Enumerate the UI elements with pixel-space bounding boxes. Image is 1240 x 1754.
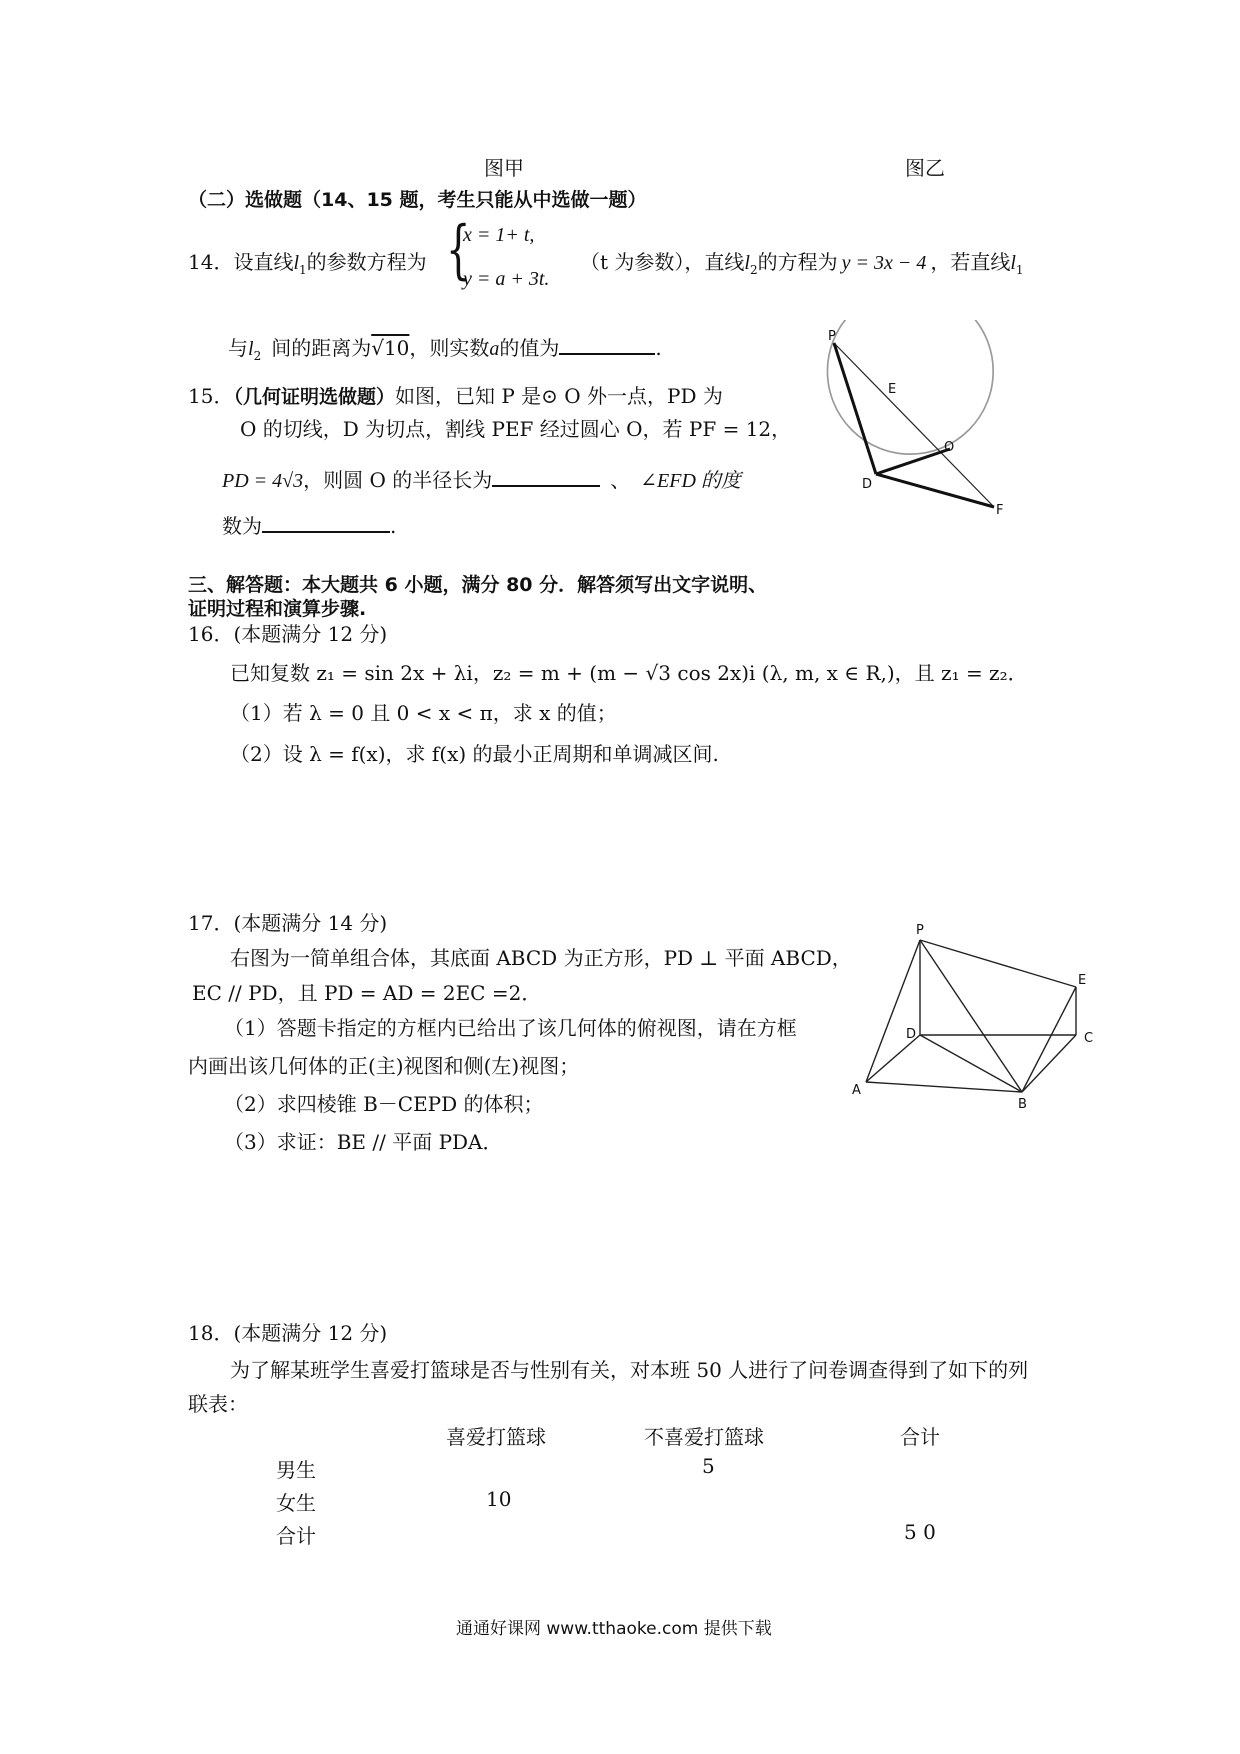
figure-caption-b: 图乙	[905, 156, 945, 180]
label-b: B	[1018, 1097, 1027, 1112]
q14-sub: 2	[253, 349, 262, 363]
edge-pb	[920, 940, 1022, 1092]
q17-solid-figure	[848, 918, 1108, 1118]
q15-text: 、	[610, 468, 631, 492]
label-e: E	[1078, 973, 1087, 988]
table-header-like: 喜爱打篮球	[446, 1425, 546, 1449]
q14-line2	[228, 332, 662, 363]
label-d: D	[862, 477, 873, 492]
q16-part2: （2）设 λ = f(x)，求 f(x) 的最小正周期和单调减区间.	[230, 742, 719, 766]
section-heading-optional: （二）选做题（14、15 题，考生只能从中选做一题）	[188, 189, 647, 211]
q14-text: 的方程为	[757, 250, 838, 274]
q16-body: 已知复数 z₁ = sin 2x + λi，z₂ = m + (m − √3 cos 2x)i (λ, m, x ∈ R,)，且 z₁ = z₂．	[230, 661, 1028, 685]
q14-text: 的值为	[499, 336, 560, 360]
q14-text: 设直线	[233, 250, 294, 274]
q16-heading: 16．(本题满分 12 分)	[188, 622, 388, 646]
q16-part1: （1）若 λ = 0 且 0 < x < π，求 x 的值；	[230, 701, 617, 725]
table-row-label: 女生	[276, 1491, 316, 1515]
q18-line2: 联表：	[188, 1392, 248, 1416]
q15-radius-blank[interactable]	[492, 484, 600, 487]
q14-line1	[188, 246, 427, 277]
q14-text: ，若直线	[930, 250, 1011, 274]
q17-line1: 右图为一简单组合体，其底面 ABCD 为正方形，PD ⊥ 平面 ABCD，	[230, 946, 852, 970]
edge-pe	[920, 940, 1076, 987]
q17-heading: 17．(本题满分 14 分)	[188, 911, 388, 935]
figure-caption-a: 图甲	[484, 156, 524, 180]
q14-end: .	[655, 336, 662, 360]
edge-pa	[866, 940, 920, 1082]
radius-od	[876, 449, 950, 474]
table-row-label: 合计	[276, 1524, 316, 1548]
section-heading-answers: 三、解答题：本大题共 6 小题，满分 80 分．解答须写出文字说明、	[188, 574, 768, 596]
q14-l2: l	[248, 338, 254, 360]
table-header-dislike: 不喜爱打篮球	[644, 1425, 764, 1449]
tangent-pd	[834, 343, 876, 474]
footer-credit: 通通好课网 www.tthaoke.com 提供下载	[456, 1619, 772, 1639]
q18-line1: 为了解某班学生喜爱打篮球是否与性别有关，对本班 50 人进行了问卷调查得到了如下的列	[230, 1358, 1029, 1382]
label-p: P	[916, 923, 924, 938]
section-heading-answers-2: 证明过程和演算步骤.	[188, 598, 367, 620]
q15-text: 数为	[222, 514, 262, 538]
table-row-label: 男生	[276, 1458, 316, 1482]
label-f: F	[996, 503, 1004, 518]
q14-number: 14．	[188, 250, 234, 274]
q14-brace: {	[446, 213, 471, 287]
edge-be	[1022, 987, 1076, 1092]
q14-eq1: x = 1+ t,	[463, 224, 535, 246]
q17-line6: （3）求证：BE // 平面 PDA．	[224, 1130, 503, 1154]
q15-number: 15．	[188, 384, 234, 408]
q14-sub: 1	[299, 263, 307, 277]
label-a: A	[852, 1083, 861, 1098]
q15-line3	[222, 464, 741, 493]
q15-line4	[222, 510, 396, 539]
q14-text: 的参数方程为	[306, 250, 427, 274]
q17-line4: 内画出该几何体的正(主)视图和侧(左)视图；	[188, 1054, 580, 1078]
q17-line5: （2）求四棱锥 B－CEPD 的体积；	[224, 1092, 544, 1116]
label-o: O	[944, 440, 955, 455]
q15-text: 如图，已知 P 是⊙ O 外一点，PD 为	[394, 384, 723, 408]
label-d: D	[906, 1027, 917, 1042]
q14-text: 间的距离为	[271, 336, 372, 360]
q14-answer-blank[interactable]	[559, 352, 655, 355]
table-cell: 10	[486, 1487, 512, 1511]
q17-line2: EC // PD，且 PD = AD = 2EC =2．	[192, 981, 542, 1005]
label-e: E	[888, 382, 897, 397]
table-cell: 5 0	[904, 1520, 936, 1544]
q15-line1	[188, 380, 723, 409]
q14-text: 与	[228, 336, 248, 360]
chord-df	[876, 474, 994, 507]
q14-a: a	[489, 338, 500, 360]
q14-eq3: y = 3x − 4	[841, 252, 927, 274]
circle-o	[827, 320, 993, 454]
edge-ab	[866, 1082, 1022, 1092]
label-c: C	[1084, 1031, 1094, 1046]
q15-pd: PD = 4√3	[222, 470, 304, 492]
label-p: P	[828, 329, 836, 344]
q14-l2: l	[744, 252, 750, 274]
q15-end: .	[390, 514, 397, 538]
q15-tag: （几何证明选做题）	[233, 386, 395, 408]
q15-angle-blank[interactable]	[262, 530, 390, 533]
edge-db	[920, 1035, 1022, 1092]
q14-sub: 2	[749, 263, 758, 277]
q15-circle-figure	[820, 320, 1040, 540]
edge-da	[866, 1035, 920, 1082]
table-cell: 5	[702, 1454, 715, 1478]
q15-line2: O 的切线，D 为切点，割线 PEF 经过圆心 O，若 PF = 12，	[240, 417, 792, 441]
q14-line1-cont	[580, 246, 1024, 277]
q14-text: ，则实数	[409, 336, 490, 360]
table-header-total: 合计	[900, 1425, 940, 1449]
q15-angle: ∠EFD 的度	[640, 470, 741, 492]
secant-pf	[834, 343, 994, 507]
q14-l1: l	[293, 252, 300, 274]
q14-text: （t 为参数），直线	[580, 250, 745, 274]
q15-text: ，则圆 O 的半径长为	[303, 468, 493, 492]
q14-sqrt: √10	[371, 336, 410, 360]
edge-bc	[1022, 1035, 1076, 1092]
q14-eq2: y = a + 3t.	[463, 268, 550, 290]
q14-sub: 1	[1015, 263, 1024, 277]
q14-l1: l	[1010, 252, 1016, 274]
q18-heading: 18．(本题满分 12 分)	[188, 1321, 388, 1345]
q17-line3: （1）答题卡指定的方框内已给出了该几何体的俯视图，请在方框	[224, 1016, 797, 1040]
